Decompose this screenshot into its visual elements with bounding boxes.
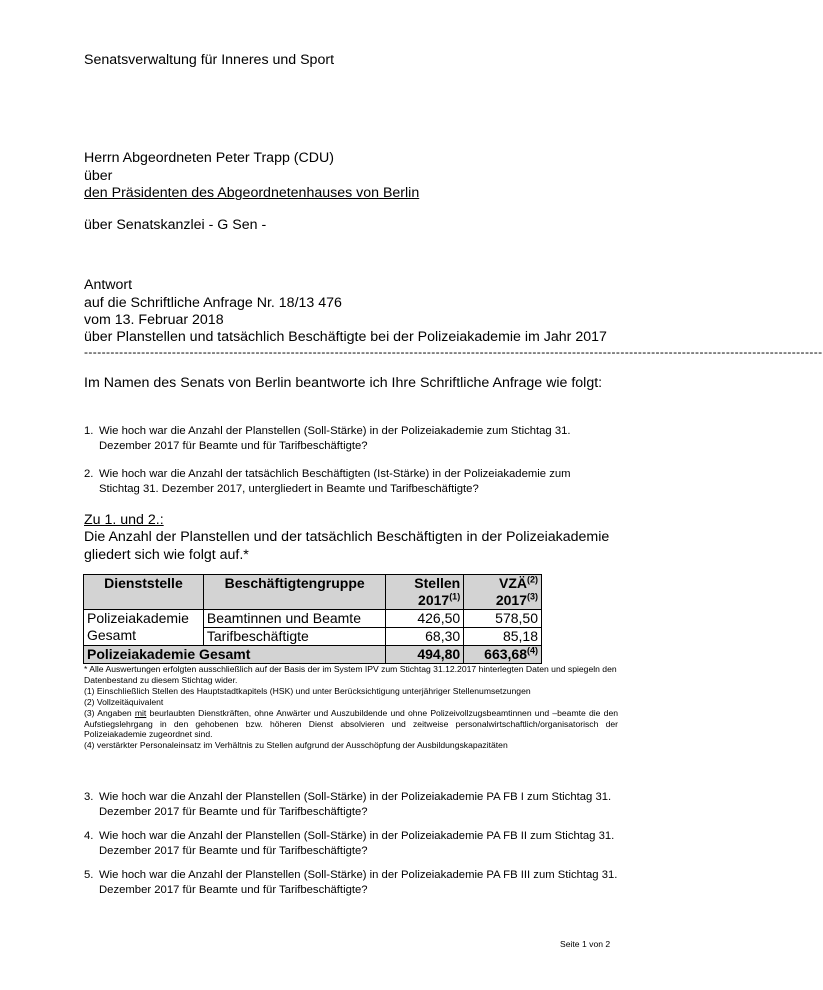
header-vza: VZÄ$^{(2)}$ 2017$^{(3)}$: [464, 575, 542, 610]
senate-chancellery-line: über Senatskanzlei - G Sen -: [84, 217, 267, 233]
unit-cell: Polizeiakademie Gesamt: [84, 610, 204, 646]
reply-text: Die Anzahl der Planstellen und der tatsächlich Beschäftigten in der Polizeiakademie gliedert sich wie folgt auf.*: [84, 529, 610, 563]
list-item: [84, 868, 619, 897]
total-label: Polizeiakademie Gesamt: [84, 646, 386, 664]
question-number: 3.: [84, 791, 94, 803]
footnote-star: * Alle Auswertungen erfolgten ausschließlich auf der Basis der im System IPV zum Stichtag 31.12.2017 hinterlegten Daten und spiegeln den Datenbestand zu diesem Stichtag wider.: [84, 664, 617, 685]
stellen-cell: 68,30: [386, 628, 464, 646]
inquiry-subject: über Planstellen und tatsächlich Beschäftigte bei der Polizeiakademie im Jahr 2017: [84, 329, 607, 345]
list-item: [84, 829, 619, 858]
question-number: 4.: [84, 830, 94, 842]
footnote-4: (4) verstärkter Personaleinsatz im Verhältnis zu Stellen aufgrund der Ausschöpfung der Ausbildungskapazitäten: [84, 740, 508, 751]
agency-header: Senatsverwaltung für Inneres und Sport: [84, 52, 335, 68]
answer-title: Antwort: [84, 277, 133, 293]
question-number: 2.: [84, 468, 94, 480]
list-item: [84, 467, 594, 496]
inquiry-date: vom 13. Februar 2018: [84, 312, 224, 328]
page-number: Seite 1 von 2: [560, 939, 611, 949]
total-vza: 663,68$^{(4)}$: [464, 646, 542, 664]
recipient-line: Herrn Abgeordneten Peter Trapp (CDU): [84, 150, 334, 166]
vza-cell: 85,18: [464, 628, 542, 646]
group-cell: Tarifbeschäftigte: [203, 628, 386, 646]
footnote-1: (1) Einschließlich Stellen des Hauptstadtkapitels (HSK) und unter Berücksichtigung unterjähriger Stellenumsetzungen: [84, 685, 531, 696]
stellen-cell: 426,50: [386, 610, 464, 628]
parliament-president-line: den Präsidenten des Abgeordnetenhauses von Berlin: [84, 185, 420, 201]
header-beschaeftigtengruppe: Beschäftigtengruppe: [203, 575, 386, 610]
footnotes: [84, 664, 618, 751]
header-dienststelle: Dienststelle: [84, 575, 204, 610]
staff-table: [83, 574, 542, 664]
question-text: Wie hoch war die Anzahl der Planstellen (Soll-Stärke) in der Polizeiakademie PA FB II zum Stichtag 31. Dezember 2017 für Beamte und für Tarifbeschäftigte?: [99, 830, 615, 857]
vza-cell: 578,50: [464, 610, 542, 628]
question-text: Wie hoch war die Anzahl der Planstellen (Soll-Stärke) in der Polizeiakademie PA FB III zum Stichtag 31. Dezember 2017 für Beamte und für Tarifbeschäftigte?: [99, 869, 618, 896]
questions-list-a: [84, 424, 594, 496]
footnote-3: (3) Angaben mit beurlaubten Dienstkräften, ohne Anwärter und Auszubildende und ohne Polizeivollzugsbeamtinnen und –beamte die den Aufstiegslehrgang in den gehobenen bzw. höheren Dienst absolvieren und zeitweise personalwirtschaftlich/organisatorisch der Polizeiakademie zugeordnet sind.: [84, 707, 619, 740]
reply-heading: Zu 1. und 2.:: [84, 512, 164, 528]
total-stellen: 494,80: [386, 646, 464, 664]
questions-list-b: [84, 790, 619, 897]
via-label: über: [84, 168, 113, 184]
table-header-row: [84, 575, 542, 610]
question-number: 5.: [84, 869, 94, 881]
list-item: [84, 424, 594, 453]
question-text: Wie hoch war die Anzahl der tatsächlich Beschäftigten (Ist-Stärke) in der Polizeiakademie zum Stichtag 31. Dezember 2017, untergliedert in Beamte und Tarifbeschäftigte?: [99, 468, 571, 495]
question-number: 1.: [84, 425, 94, 437]
footnote-2: (2) Vollzeitäquivalent: [84, 696, 164, 707]
group-cell: Beamtinnen und Beamte: [203, 610, 386, 628]
inquiry-reference: auf die Schriftliche Anfrage Nr. 18/13 476: [84, 295, 342, 311]
table-total-row: [84, 646, 542, 664]
list-item: [84, 790, 619, 819]
table-row: [84, 610, 542, 628]
separator-line: ------------------------------------------------------------------------------------------------------------------------------------------------------------------------: [84, 345, 823, 359]
intro-text: Im Namen des Senats von Berlin beantworte ich Ihre Schriftliche Anfrage wie folgt:: [84, 375, 603, 391]
question-text: Wie hoch war die Anzahl der Planstellen (Soll-Stärke) in der Polizeiakademie zum Stichtag 31. Dezember 2017 für Beamte und für Tarifbeschäftigte?: [99, 425, 571, 452]
question-text: Wie hoch war die Anzahl der Planstellen (Soll-Stärke) in der Polizeiakademie PA FB I zum Stichtag 31. Dezember 2017 für Beamte und für Tarifbeschäftigte?: [99, 791, 612, 818]
header-stellen: Stellen 2017$^{(1)}$: [386, 575, 464, 610]
